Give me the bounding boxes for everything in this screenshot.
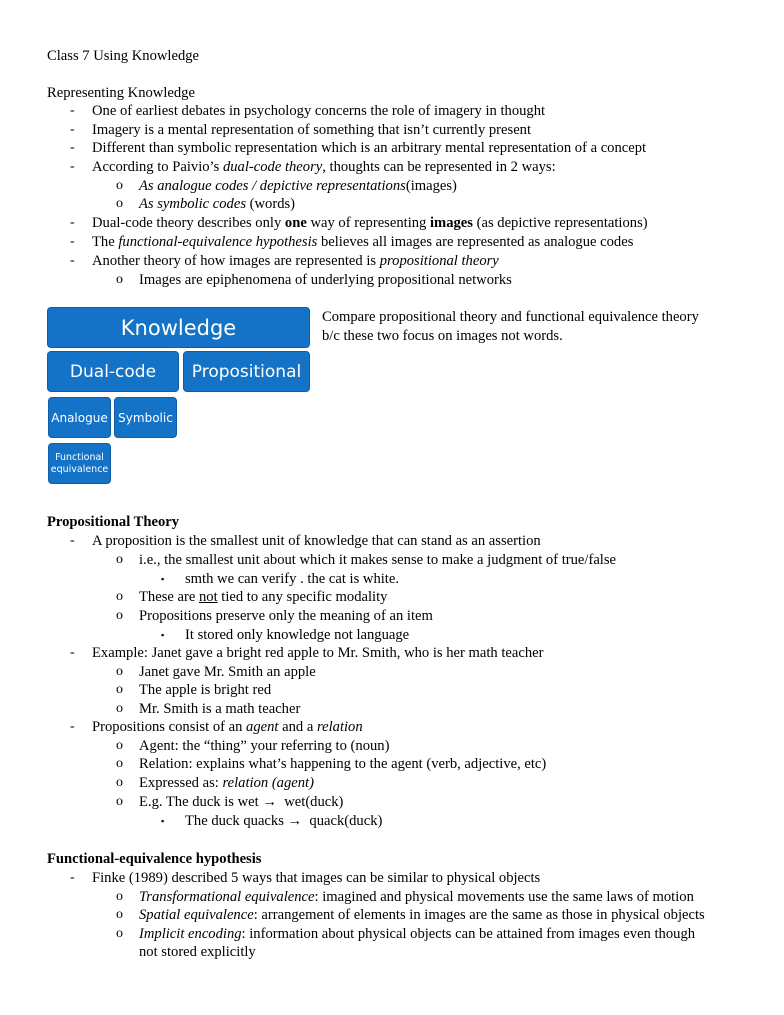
circle-marker: o [116, 608, 123, 623]
sub-bullet-text [139, 588, 387, 606]
sub-bullet-text [139, 774, 314, 792]
text-span: Dual-code theory describes only [92, 215, 285, 231]
circle-marker: o [116, 272, 123, 287]
emphasis-text: relation [316, 719, 363, 735]
bullet-text: Example: Janet gave a bright red apple to Mr. Smith, who is her math teacher [92, 645, 544, 661]
diagram-note: Compare propositional theory and functional equivalence theory [322, 309, 699, 325]
dash-marker: - [70, 122, 75, 137]
sub-bullet-text [139, 793, 343, 811]
emphasis-text: dual-code theory [222, 159, 323, 175]
bullet-text [92, 718, 363, 736]
dash-marker: - [70, 253, 75, 268]
box-label: Analogue [51, 410, 108, 425]
emphasis-text: As analogue codes / depictive representations [139, 178, 406, 194]
circle-marker: o [116, 701, 123, 716]
emphasis-text: Spatial equivalence [139, 907, 254, 923]
box-label: Dual-code [69, 361, 157, 382]
dash-marker: - [70, 645, 75, 660]
symbolic-box [114, 397, 177, 438]
bullet-text: Imagery is a mental representation of something that isn’t currently present [92, 122, 532, 138]
circle-marker: o [116, 178, 123, 193]
text-span: : arrangement of elements in images are the same as those in physical objects [253, 907, 705, 923]
circle-marker: o [116, 589, 123, 604]
section-heading-functional-equivalence: Functional-equivalence hypothesis [47, 851, 262, 867]
bullet-text [92, 214, 648, 232]
circle-marker: o [116, 907, 123, 922]
emphasis-text: propositional theory [379, 253, 499, 269]
text-span: E.g. The duck is wet [139, 794, 263, 810]
text-span: (images) [405, 178, 457, 194]
text-span: : imagined and physical movements use the same laws of motion [314, 889, 694, 905]
dash-marker: - [70, 234, 75, 249]
bullet-text [92, 158, 556, 176]
circle-marker: o [116, 756, 123, 771]
text-span: Propositions consist of an [92, 719, 247, 735]
circle-marker: o [116, 926, 123, 941]
text-span: believes all images are represented as analogue codes [317, 234, 634, 250]
dash-marker: - [70, 103, 75, 118]
bullet-text [92, 233, 633, 251]
sub-bullet-text [139, 906, 705, 924]
text-span: : information about physical objects can be attained from images even though [241, 926, 696, 942]
circle-marker: o [116, 196, 123, 211]
sub-sub-bullet-text: It stored only knowledge not language [185, 627, 410, 643]
circle-marker: o [116, 794, 123, 809]
dash-marker: - [70, 870, 75, 885]
bullet-text: A proposition is the smallest unit of knowledge that can stand as an assertion [92, 533, 541, 549]
square-marker: ▪ [161, 574, 165, 584]
sub-bullet-text: Agent: the “thing” your referring to (noun) [139, 738, 390, 754]
bullet-text: One of earliest debates in psychology concerns the role of imagery in thought [92, 103, 546, 119]
sub-bullet-text: Janet gave Mr. Smith an apple [139, 664, 316, 680]
propositional-box [183, 351, 310, 392]
box-label: Propositional [191, 361, 302, 382]
sub-bullet-text: Mr. Smith is a math teacher [139, 701, 301, 717]
dual-code-box [47, 351, 179, 392]
dash-marker: - [70, 159, 75, 174]
sub-bullet-text [139, 177, 457, 195]
section-heading-representing-knowledge: Representing Knowledge [47, 85, 195, 101]
box-label: Symbolic [118, 410, 173, 425]
text-span: wet(duck) [276, 794, 344, 810]
emphasis-text: relation (agent) [222, 775, 314, 791]
sub-bullet-continuation: not stored explicitly [139, 944, 256, 960]
circle-marker: o [116, 682, 123, 697]
sub-bullet-text: i.e., the smallest unit about which it makes sense to make a judgment of true/false [139, 552, 617, 568]
underlined-text: not [198, 589, 218, 605]
bold-text: images [430, 215, 473, 231]
box-label: equivalence [50, 463, 109, 475]
square-marker: ▪ [161, 816, 165, 826]
emphasis-text: agent [246, 719, 279, 735]
text-span: , thoughts can be represented in 2 ways: [322, 159, 556, 175]
text-span: These are [139, 589, 199, 605]
text-span: and a [278, 719, 317, 735]
bullet-text: Different than symbolic representation which is an arbitrary mental representation of a concept [92, 140, 647, 156]
sub-bullet-text: Relation: explains what’s happening to the agent (verb, adjective, etc) [139, 756, 547, 772]
box-label: Functional [55, 451, 104, 463]
emphasis-text: Implicit encoding [139, 926, 242, 942]
functional-equivalence-box [48, 443, 111, 484]
emphasis-text: functional-equivalence hypothesis [118, 234, 318, 250]
diagram-note: b/c these two focus on images not words. [322, 328, 563, 344]
sub-bullet-text [139, 195, 295, 213]
dash-marker: - [70, 140, 75, 155]
dash-marker: - [70, 215, 75, 230]
text-span: (words) [246, 196, 296, 212]
sub-bullet-text: The apple is bright red [139, 682, 272, 698]
text-span: According to Paivio’s [92, 159, 223, 175]
text-span: The [92, 234, 119, 250]
arrow-icon: → [287, 813, 303, 829]
sub-bullet-text: Images are epiphenomena of underlying propositional networks [139, 272, 512, 288]
text-span: quack(duck) [302, 813, 383, 829]
box-label: Knowledge [120, 315, 237, 340]
text-span: way of representing [306, 215, 430, 231]
text-span: Another theory of how images are represented is [92, 253, 380, 269]
dash-marker: - [70, 533, 75, 548]
bold-text: one [284, 215, 307, 231]
emphasis-text: As symbolic codes [139, 196, 246, 212]
circle-marker: o [116, 775, 123, 790]
sub-bullet-text [139, 888, 694, 906]
text-span: The duck quacks [185, 813, 288, 829]
sub-bullet-text [139, 925, 695, 943]
bullet-text [92, 252, 499, 270]
sub-sub-bullet-text: smth we can verify . the cat is white. [185, 571, 399, 587]
sub-bullet-text: Propositions preserve only the meaning of an item [139, 608, 433, 624]
section-heading-propositional-theory: Propositional Theory [47, 514, 180, 530]
arrow-icon: → [262, 794, 277, 810]
text-span: (as depictive representations) [472, 215, 648, 231]
dash-marker: - [70, 719, 75, 734]
circle-marker: o [116, 738, 123, 753]
text-span: tied to any specific modality [217, 589, 388, 605]
document-title: Class 7 Using Knowledge [47, 48, 200, 64]
circle-marker: o [116, 552, 123, 567]
knowledge-box [47, 307, 310, 348]
emphasis-text: Transformational equivalence [139, 889, 315, 905]
bullet-text: Finke (1989) described 5 ways that images can be similar to physical objects [92, 870, 541, 886]
circle-marker: o [116, 889, 123, 904]
circle-marker: o [116, 664, 123, 679]
sub-sub-bullet-text [185, 812, 382, 830]
square-marker: ▪ [161, 630, 165, 640]
analogue-box [48, 397, 111, 438]
text-span: Expressed as: [139, 775, 223, 791]
